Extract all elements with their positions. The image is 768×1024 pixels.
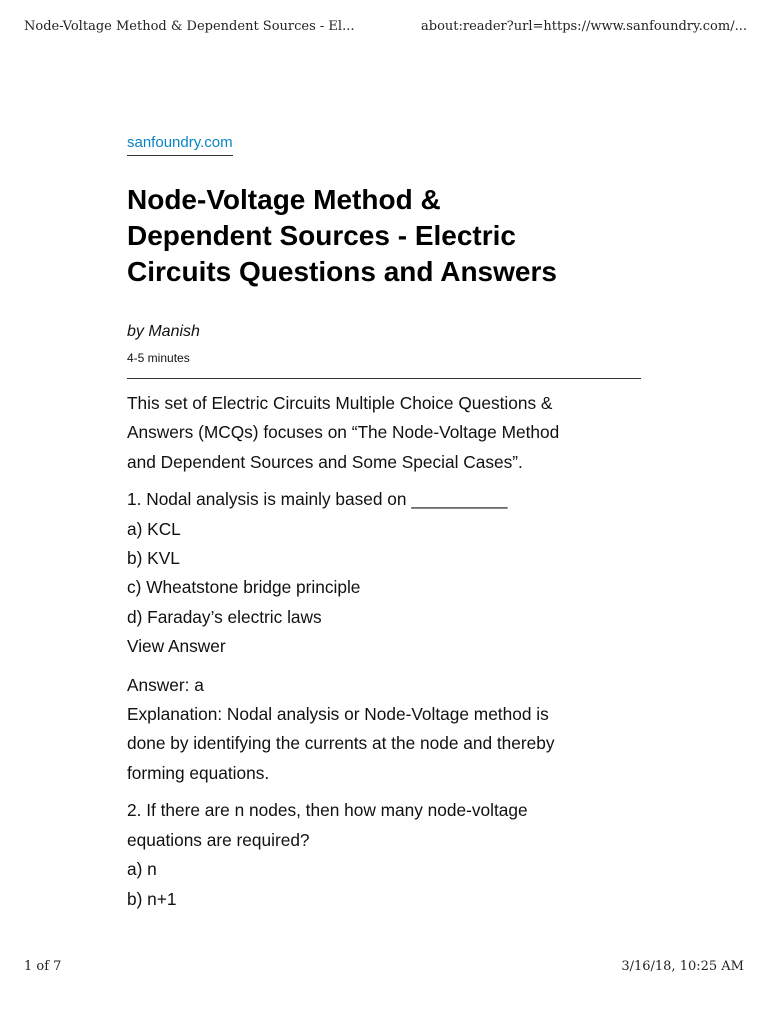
print-header-url: about:reader?url=https://www.sanfoundry.com/...: [421, 19, 747, 34]
article-content: [127, 134, 641, 914]
question-1-option-d: d) Faraday’s electric laws: [127, 606, 322, 627]
article-title: [127, 182, 641, 290]
question-1-option-a: a) KCL: [127, 518, 181, 539]
intro-paragraph: [127, 389, 641, 477]
source-domain-link[interactable]: sanfoundry.com: [127, 134, 233, 156]
question-1-text: 1. Nodal analysis is mainly based on __________: [127, 489, 508, 510]
answer-1: [127, 671, 641, 789]
question-2-text-line: equations are required?: [127, 829, 310, 850]
intro-line: and Dependent Sources and Some Special Cases”.: [127, 451, 523, 472]
intro-line: Answers (MCQs) focuses on “The Node-Voltage Method: [127, 422, 560, 443]
question-2-option-a: a) n: [127, 859, 157, 880]
reading-time: 4-5 minutes: [127, 351, 190, 365]
article-title-line: Dependent Sources - Electric: [127, 220, 517, 251]
view-answer-button[interactable]: View Answer: [127, 636, 226, 657]
print-footer-date: 3/16/18, 10:25 AM: [621, 959, 744, 974]
intro-line: This set of Electric Circuits Multiple Choice Questions &: [127, 393, 553, 413]
question-1-option-b: b) KVL: [127, 548, 180, 569]
author-byline: by Manish: [127, 323, 200, 340]
answer-1-letter: Answer: a: [127, 674, 204, 695]
question-1: [127, 485, 641, 661]
question-1-option-c: c) Wheatstone bridge principle: [127, 577, 361, 598]
divider: [127, 378, 641, 379]
answer-1-explanation-line: Explanation: Nodal analysis or Node-Voltage method is: [127, 704, 549, 725]
question-2-option-b: b) n+1: [127, 888, 177, 909]
print-header-title: Node-Voltage Method & Dependent Sources - El...: [24, 19, 355, 34]
answer-1-explanation-line: done by identifying the currents at the node and thereby: [127, 733, 555, 754]
print-footer-page-count: 1 of 7: [24, 959, 62, 974]
article-title-line: Node-Voltage Method &: [127, 184, 441, 215]
article-title-line: Circuits Questions and Answers: [127, 256, 557, 287]
question-2: [127, 796, 641, 914]
answer-1-explanation-line: forming equations.: [127, 762, 270, 783]
question-2-text-line: 2. If there are n nodes, then how many node-voltage: [127, 800, 528, 821]
